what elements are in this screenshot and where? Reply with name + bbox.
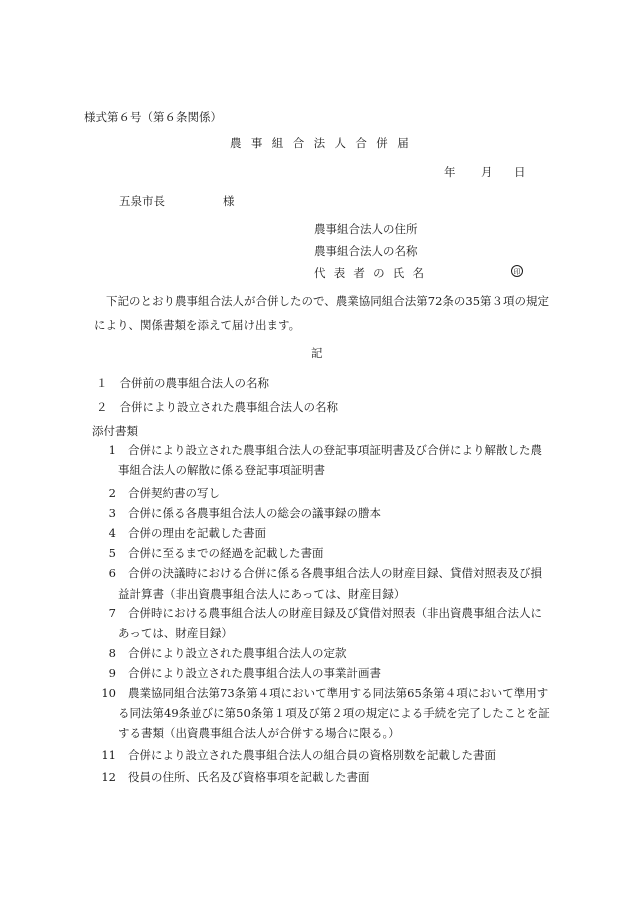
- attachment-text-line: 事組合法人の解散に係る登記事項証明書: [118, 463, 325, 477]
- body-text-line-1: 下記のとおり農事組合法人が合併したので、農業協同組合法第72条の35第３項の規定: [106, 294, 550, 308]
- attachment-number: 10: [101, 686, 116, 700]
- attachment-text-line: 農業協同組合法第73条第４項において準用する同法第65条第４項において準用す: [128, 686, 549, 700]
- attachment-number: 12: [101, 770, 116, 784]
- attachments-heading: 添付書類: [92, 424, 138, 438]
- attachment-text-line: 合併の理由を記載した書面: [128, 526, 266, 540]
- attachment-number: 11: [101, 748, 116, 762]
- attachment-number: 5: [108, 546, 116, 560]
- attachment-number: 3: [108, 506, 116, 520]
- representative-name-label: 代表者の氏名: [314, 266, 433, 280]
- attachment-number: 7: [108, 606, 116, 620]
- attachment-text-line: 合併により設立された農事組合法人の組合員の資格別数を記載した書面: [128, 748, 496, 762]
- attachment-number: 9: [108, 666, 116, 680]
- seal-mark: 印: [511, 265, 523, 277]
- attachment-text-line: 合併の決議時における合併に係る各農事組合法人の財産目録、貸借対照表及び損: [128, 566, 542, 580]
- addressee-honorific: 様: [223, 194, 235, 208]
- item-1: [96, 376, 269, 390]
- attachment-text-line: 益計算書（非出資農事組合法人にあっては、財産目録）: [118, 587, 406, 601]
- item-text: 合併前の農事組合法人の名称: [119, 376, 269, 390]
- filer-name-label: 農事組合法人の名称: [314, 244, 418, 258]
- attachment-number: 2: [108, 486, 116, 500]
- item-text: 合併により設立された農事組合法人の名称: [119, 400, 338, 414]
- attachment-text-line: 合併により設立された農事組合法人の事業計画書: [128, 666, 381, 680]
- body-text-line-2: により、関係書類を添えて届け出ます。: [94, 318, 301, 332]
- date-month-label: 月: [481, 165, 493, 179]
- attachment-text-line: 役員の住所、氏名及び資格事項を記載した書面: [128, 770, 370, 784]
- attachment-text-line: 合併契約書の写し: [128, 486, 220, 500]
- date-year-label: 年: [444, 165, 456, 179]
- attachment-text-line: る同法第49条並びに第50条第１項及び第２項の規定による手続を完了したことを証: [118, 706, 550, 720]
- attachment-number: 8: [108, 646, 116, 660]
- attachment-text-line: 合併により設立された農事組合法人の定款: [128, 646, 347, 660]
- date-day-label: 日: [514, 165, 526, 179]
- form-number: 様式第６号（第６条関係）: [84, 110, 222, 124]
- attachment-text-line: 合併に至るまでの経過を記載した書面: [128, 546, 324, 560]
- item-number: １: [96, 376, 108, 390]
- attachment-number: 1: [108, 443, 116, 457]
- attachment-text-line: 合併時における農事組合法人の財産目録及び貸借対照表（非出資農事組合法人に: [128, 606, 542, 620]
- item-number: ２: [96, 400, 108, 414]
- filer-address-label: 農事組合法人の住所: [314, 222, 418, 236]
- ki-heading: 記: [311, 346, 323, 360]
- attachment-text-line: 合併により設立された農事組合法人の登記事項証明書及び合併により解散した農: [128, 443, 542, 457]
- addressee-name: 五泉市長: [119, 194, 165, 208]
- attachment-number: 6: [108, 566, 116, 580]
- attachment-text-line: 合併に係る各農事組合法人の総会の議事録の謄本: [128, 506, 381, 520]
- attachment-text-line: する書類（出資農事組合法人が合併する場合に限る。）: [118, 726, 400, 740]
- attachment-text-line: あっては、財産目録）: [118, 626, 233, 640]
- attachment-number: 4: [108, 526, 116, 540]
- document-title: 農事組合法人合併届: [230, 136, 419, 150]
- item-2: [96, 400, 338, 414]
